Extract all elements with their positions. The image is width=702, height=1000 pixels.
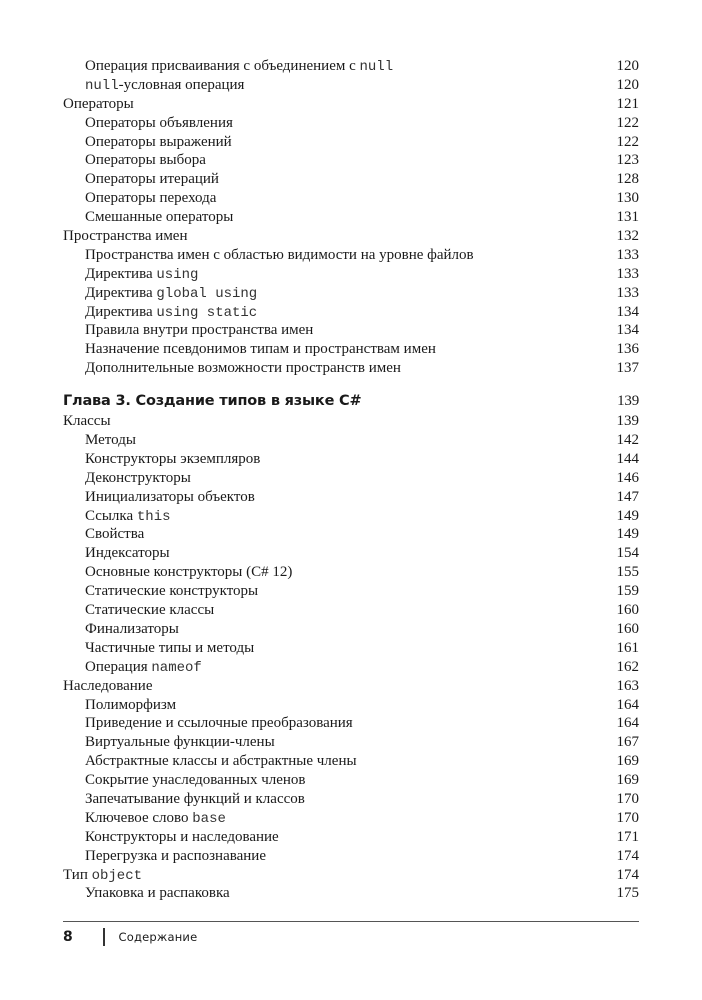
toc-subsection-entry[interactable] <box>63 752 639 771</box>
toc-entry-title <box>63 340 436 359</box>
toc-page-number: 137 <box>616 360 639 377</box>
entry-text: Операция <box>85 658 152 675</box>
toc-page-number: 163 <box>616 677 639 694</box>
code-keyword: base <box>192 810 226 827</box>
toc-entry-title <box>63 620 179 639</box>
toc-subsection-entry[interactable] <box>63 714 639 733</box>
toc-entry-title <box>63 696 176 715</box>
page-footer <box>63 928 197 946</box>
entry-text: Свойства <box>85 526 145 543</box>
toc-section-entry[interactable] <box>63 412 639 431</box>
entry-text: Инициализаторы объектов <box>85 488 255 505</box>
toc-entry-title <box>63 431 136 450</box>
toc-page-number: 160 <box>616 620 639 637</box>
toc-entry-title <box>63 488 255 507</box>
toc-subsection-entry[interactable] <box>63 601 639 620</box>
entry-text: Упаковка и распаковка <box>85 885 230 902</box>
toc-page-number: 160 <box>616 602 639 619</box>
entry-text: Дополнительные возможности пространств имен <box>85 360 401 377</box>
entry-text: Тип <box>63 866 92 883</box>
footer-section-label: Содержание <box>118 930 198 944</box>
code-keyword: global using <box>156 285 258 302</box>
toc-entry-title <box>63 828 279 847</box>
toc-subsection-entry[interactable] <box>63 321 639 340</box>
toc-entry-title <box>63 733 275 752</box>
entry-text: Запечатывание функций и классов <box>85 790 305 807</box>
toc-page-number: 131 <box>616 209 639 226</box>
entry-text: Ключевое слово <box>85 809 193 826</box>
entry-text: Операция присваивания с объединением с <box>85 58 360 74</box>
toc-page-number: 159 <box>616 583 639 600</box>
toc-list-top <box>63 57 639 378</box>
entry-text: Абстрактные классы и абстрактные члены <box>85 753 357 770</box>
entry-text: Перегрузка и распознавание <box>85 847 266 864</box>
toc-entry-title <box>63 771 306 790</box>
toc-page-number: 169 <box>616 753 639 770</box>
toc-page-number: 170 <box>616 790 639 807</box>
toc-section-entry[interactable] <box>63 95 639 114</box>
toc-entry-title <box>63 114 233 133</box>
toc-page-number: 139 <box>616 413 639 430</box>
entry-text: Директива <box>85 265 157 282</box>
toc-page-number: 133 <box>616 284 639 301</box>
toc-page-number: 136 <box>616 341 639 358</box>
toc-page-number: 134 <box>616 303 639 320</box>
entry-text: Пространства имен <box>63 228 188 245</box>
toc-subsection-entry[interactable] <box>63 525 639 544</box>
toc-list-bottom <box>63 412 639 903</box>
toc-page-number: 142 <box>616 432 639 449</box>
toc-entry-title <box>63 677 152 696</box>
toc-subsection-entry[interactable] <box>63 507 639 526</box>
entry-text: Смешанные операторы <box>85 209 234 226</box>
toc-subsection-entry[interactable] <box>63 828 639 847</box>
entry-text: Операторы перехода <box>85 190 217 207</box>
toc-subsection-entry[interactable] <box>63 170 639 189</box>
toc-subsection-entry[interactable] <box>63 733 639 752</box>
toc-entry-title <box>63 790 305 809</box>
toc-page-number: 147 <box>616 488 639 505</box>
toc-subsection-entry[interactable] <box>63 431 639 450</box>
toc-page-number: 133 <box>616 265 639 282</box>
toc-page-number: 120 <box>616 76 639 93</box>
toc-subsection-entry[interactable] <box>63 884 639 903</box>
toc-page-number: 133 <box>616 246 639 263</box>
toc-entry-title <box>63 507 171 527</box>
toc-entry-title <box>63 151 206 170</box>
toc-entry-title <box>63 359 401 378</box>
entry-text: Деконструкторы <box>85 469 191 486</box>
toc-subsection-entry[interactable] <box>63 469 639 488</box>
toc-subsection-entry[interactable] <box>63 544 639 563</box>
toc-entry-title <box>63 639 254 658</box>
toc-entry-title <box>63 170 219 189</box>
entry-text: Пространства имен с областью видимости на уровне файлов <box>85 246 474 263</box>
toc-entry-title <box>63 412 111 431</box>
entry-text: Ссылка <box>85 507 137 524</box>
table-of-contents <box>63 57 639 903</box>
toc-subsection-entry[interactable] <box>63 790 639 809</box>
toc-subsection-entry[interactable] <box>63 639 639 658</box>
toc-page-number: 169 <box>616 772 639 789</box>
toc-subsection-entry[interactable] <box>63 809 639 828</box>
entry-text: Статические конструкторы <box>85 583 259 600</box>
toc-page-number: 146 <box>616 469 639 486</box>
toc-subsection-entry[interactable] <box>63 488 639 507</box>
toc-page-number: 149 <box>616 526 639 543</box>
toc-subsection-entry[interactable] <box>63 133 639 152</box>
entry-text: Операторы <box>63 95 134 112</box>
entry-text: Частичные типы и методы <box>85 639 255 656</box>
toc-subsection-entry[interactable] <box>63 208 639 227</box>
chapter-title: Глава 3. Создание типов в языке C# <box>63 393 362 410</box>
entry-text: Индексаторы <box>85 545 170 562</box>
chapter-heading[interactable] <box>63 390 639 412</box>
toc-subsection-entry[interactable] <box>63 450 639 469</box>
toc-page-number: 120 <box>616 58 639 74</box>
toc-entry-title <box>63 450 260 469</box>
toc-subsection-entry[interactable] <box>63 246 639 265</box>
toc-entry-title <box>63 582 258 601</box>
toc-page-number: 130 <box>616 190 639 207</box>
toc-subsection-entry[interactable] <box>63 340 639 359</box>
code-keyword: using static <box>156 304 258 321</box>
toc-entry-title <box>63 227 188 246</box>
entry-text: Статические классы <box>85 602 215 619</box>
toc-entry-title <box>63 847 266 866</box>
code-keyword: using <box>156 266 199 283</box>
toc-subsection-entry[interactable] <box>63 114 639 133</box>
entry-text: Наследование <box>63 677 153 694</box>
toc-subsection-entry[interactable] <box>63 189 639 208</box>
code-keyword: object <box>91 867 143 884</box>
entry-text: -условная операция <box>118 76 245 93</box>
entry-text: Операторы выражений <box>85 133 232 150</box>
entry-text: Операторы выбора <box>85 152 206 169</box>
toc-subsection-entry[interactable] <box>63 57 639 76</box>
toc-page-number: 134 <box>616 322 639 339</box>
toc-page-number: 122 <box>616 133 639 150</box>
entry-text: Директива <box>85 303 157 320</box>
toc-page-number: 167 <box>616 734 639 751</box>
toc-page-number: 154 <box>616 545 639 562</box>
entry-text: Конструкторы экземпляров <box>85 450 261 467</box>
toc-entry-title <box>63 563 292 582</box>
toc-entry-title <box>63 321 313 340</box>
entry-text: Основные конструкторы (C# 12) <box>85 564 293 581</box>
toc-entry-title <box>63 884 230 903</box>
toc-subsection-entry[interactable] <box>63 76 639 95</box>
toc-page-number: 171 <box>616 828 639 845</box>
toc-entry-title <box>63 189 216 208</box>
entry-text: Сокрытие унаследованных членов <box>85 772 306 789</box>
footer-separator <box>103 928 105 946</box>
toc-entry-title <box>63 133 232 152</box>
toc-page-number: 161 <box>616 639 639 656</box>
toc-entry-title <box>63 265 198 285</box>
entry-text: Приведение и ссылочные преобразования <box>85 715 353 732</box>
toc-page-number: 164 <box>616 715 639 732</box>
entry-text: Назначение псевдонимов типам и пространствам имен <box>85 341 436 358</box>
toc-entry-title <box>63 752 357 771</box>
toc-entry-title <box>63 658 202 678</box>
toc-subsection-entry[interactable] <box>63 696 639 715</box>
entry-text: Конструкторы и наследование <box>85 828 279 845</box>
toc-subsection-entry[interactable] <box>63 847 639 866</box>
toc-page-number: 123 <box>616 152 639 169</box>
entry-text: Виртуальные функции-члены <box>85 734 275 751</box>
toc-entry-title <box>63 809 226 829</box>
entry-text: Классы <box>63 413 111 430</box>
toc-section-entry[interactable] <box>63 677 639 696</box>
toc-entry-title <box>63 284 257 304</box>
toc-subsection-entry[interactable] <box>63 582 639 601</box>
toc-page-number: 132 <box>616 228 639 245</box>
toc-subsection-entry[interactable] <box>63 359 639 378</box>
code-keyword: null <box>359 59 394 75</box>
toc-page-number: 144 <box>616 450 639 467</box>
toc-subsection-entry[interactable] <box>63 658 639 677</box>
toc-entry-title <box>63 303 257 323</box>
toc-subsection-entry[interactable] <box>63 771 639 790</box>
toc-subsection-entry[interactable] <box>63 303 639 322</box>
toc-page-number: 175 <box>616 885 639 902</box>
toc-section-entry[interactable] <box>63 866 639 885</box>
entry-text: Правила внутри пространства имен <box>85 322 314 339</box>
toc-entry-title <box>63 469 191 488</box>
toc-page-number: 164 <box>616 696 639 713</box>
footer-page-number: 8 <box>63 929 73 945</box>
toc-subsection-entry[interactable] <box>63 620 639 639</box>
toc-page-number: 149 <box>616 507 639 524</box>
toc-page-number: 155 <box>616 564 639 581</box>
toc-entry-title <box>63 57 393 77</box>
entry-text: Методы <box>85 432 136 449</box>
toc-section-entry[interactable] <box>63 227 639 246</box>
entry-text: Операторы итераций <box>85 171 219 188</box>
code-keyword: nameof <box>151 659 202 676</box>
toc-entry-title <box>63 525 144 544</box>
toc-page-number: 174 <box>616 866 639 883</box>
toc-page-number: 121 <box>616 95 639 112</box>
toc-entry-title <box>63 544 170 563</box>
entry-text: Полиморфизм <box>85 696 177 713</box>
toc-entry-title <box>63 95 134 114</box>
toc-entry-title <box>63 246 474 265</box>
toc-subsection-entry[interactable] <box>63 563 639 582</box>
toc-entry-title <box>63 76 244 96</box>
toc-page-number: 174 <box>616 847 639 864</box>
toc-subsection-entry[interactable] <box>63 284 639 303</box>
toc-entry-title <box>63 714 353 733</box>
toc-page-number: 162 <box>616 658 639 675</box>
toc-entry-title <box>63 866 142 886</box>
footer-divider <box>63 921 639 922</box>
toc-page-number: 128 <box>616 171 639 188</box>
toc-entry-title <box>63 601 214 620</box>
code-keyword: null <box>85 77 119 94</box>
entry-text: Директива <box>85 284 157 301</box>
toc-entry-title <box>63 208 233 227</box>
entry-text: Операторы объявления <box>85 114 233 131</box>
chapter-page-number: 139 <box>617 393 639 410</box>
code-keyword: this <box>136 508 171 525</box>
entry-text: Финализаторы <box>85 620 179 637</box>
toc-page-number: 170 <box>616 809 639 826</box>
toc-page-number: 122 <box>616 114 639 131</box>
toc-subsection-entry[interactable] <box>63 151 639 170</box>
toc-subsection-entry[interactable] <box>63 265 639 284</box>
